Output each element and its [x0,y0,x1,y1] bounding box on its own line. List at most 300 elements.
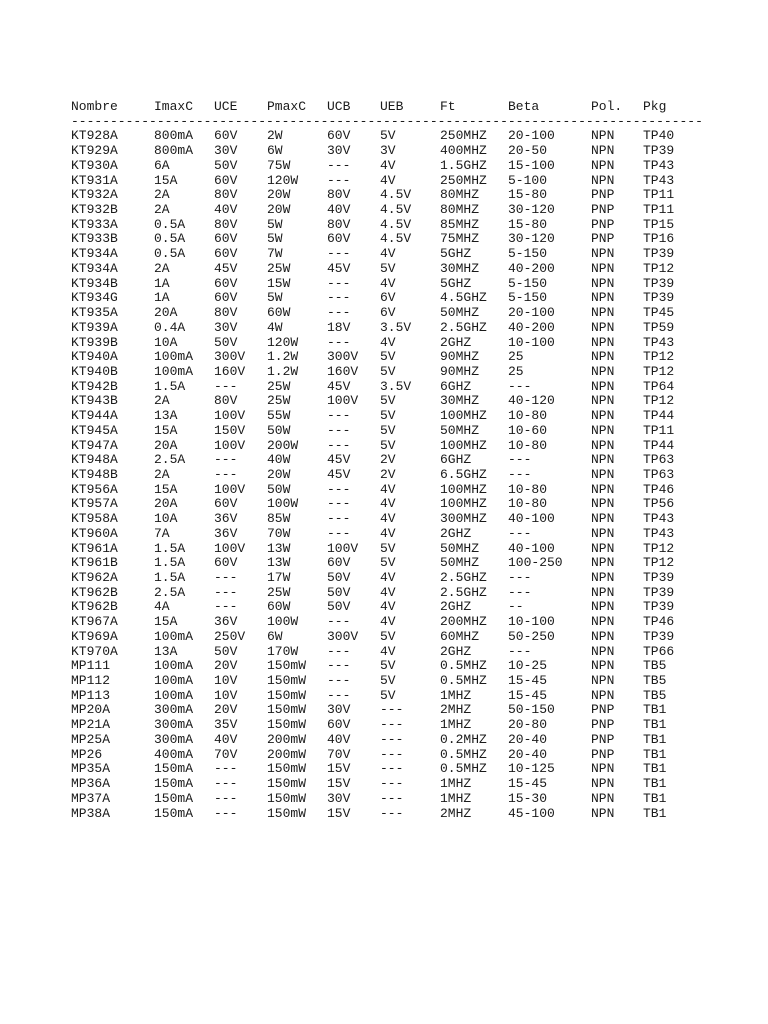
cell-uce: 50V [214,157,238,173]
table-row [71,159,761,174]
cell-ueb: 4.5V [380,231,412,247]
cell-beta: 15-45 [508,687,548,703]
cell-nombre: MP36A [71,776,111,792]
cell-ueb: 4V [380,496,396,512]
table-row [71,733,761,748]
cell-pol: NPN [591,525,615,541]
cell-imaxc: 0.5A [154,216,186,232]
cell-ucb: 50V [327,570,351,585]
cell-pmaxc: 20W [267,202,291,218]
cell-ueb: 5V [380,128,396,144]
cell-ueb: --- [380,731,404,747]
cell-nombre: KT933B [71,231,118,247]
cell-pmaxc: 1.2W [267,363,299,379]
cell-beta: 40-200 [508,260,555,276]
cell-uce: 300V [214,349,246,365]
cell-pol: NPN [591,260,615,276]
cell-pmaxc: 70W [267,525,291,541]
cell-ft: 2.5GHZ [440,319,487,335]
cell-pkg: TP63 [643,466,675,482]
cell-pol: NPN [591,643,615,659]
cell-uce: 36V [214,614,238,630]
cell-pmaxc: 150mW [267,717,307,733]
cell-imaxc: 20A [154,496,178,512]
cell-pkg: TP39 [643,599,675,615]
cell-nombre: KT932B [71,202,118,218]
cell-ueb: 4V [380,511,396,527]
cell-nombre: KT930A [71,157,118,173]
cell-ucb: 15V [327,805,351,821]
cell-ucb: --- [327,275,351,291]
cell-ft: 90MHZ [440,363,480,379]
cell-pkg: TP66 [643,643,675,659]
cell-pmaxc: 200mW [267,731,307,747]
cell-beta: 25 [508,363,524,379]
cell-uce: 36V [214,525,238,541]
cell-pkg: TP11 [643,422,675,438]
cell-uce: 30V [214,143,238,159]
cell-ft: 5GHZ [440,246,472,262]
cell-nombre: KT957A [71,496,118,512]
cell-pol: PNP [591,717,615,733]
table-row [71,527,761,542]
cell-uce: 60V [214,172,238,188]
cell-ucb: --- [327,246,351,262]
cell-imaxc: 100mA [154,363,194,379]
cell-uce: 20V [214,702,238,718]
cell-nombre: KT931A [71,172,118,188]
cell-ucb: 15V [327,761,351,777]
cell-uce: 80V [214,216,238,232]
cell-ft: 0.5MHZ [440,746,487,762]
cell-pmaxc: 6W [267,143,283,159]
cell-pmaxc: 200mW [267,746,307,762]
cell-nombre: KT943B [71,393,118,409]
cell-ft: 400MHZ [440,143,487,159]
cell-ft: 50MHZ [440,422,480,438]
cell-ueb: 6V [380,290,396,306]
table-row [71,188,761,203]
cell-pol: NPN [591,157,615,173]
cell-nombre: MP37A [71,790,111,806]
cell-ucb: --- [327,673,351,689]
cell-ft: 2GHZ [440,599,472,615]
cell-ueb: 5V [380,437,396,453]
cell-beta: 40-200 [508,319,555,335]
cell-pol: NPN [591,334,615,350]
cell-ueb: 5V [380,628,396,644]
cell-ucb: --- [327,511,351,527]
cell-ueb: 2V [380,466,396,482]
cell-ueb: --- [380,746,404,762]
cell-pol: NPN [591,511,615,527]
cell-pkg: TP43 [643,525,675,541]
cell-beta: 10-80 [508,408,548,424]
cell-ft: 90MHZ [440,349,480,365]
cell-ucb: --- [327,525,351,541]
cell-ft: 2GHZ [440,334,472,350]
cell-ft: 0.5MHZ [440,673,487,689]
cell-nombre: KT948B [71,466,118,482]
cell-uce: 100V [214,408,246,424]
cell-beta: 5-150 [508,290,548,306]
cell-imaxc: 13A [154,643,178,659]
cell-pmaxc: 40W [267,452,291,468]
cell-ft: 50MHZ [440,540,480,556]
cell-pol: NPN [591,496,615,512]
cell-ucb: --- [327,157,351,173]
cell-pol: NPN [591,319,615,335]
cell-uce: 60V [214,246,238,262]
cell-imaxc: 6A [154,157,170,173]
table-row [71,232,761,247]
cell-ucb: 160V [327,363,359,379]
cell-pmaxc: 5W [267,290,283,306]
table-row [71,777,761,792]
cell-imaxc: 150mA [154,776,194,792]
cell-ft: 1MHZ [440,687,472,703]
cell-pkg: TP11 [643,187,675,203]
cell-pmaxc: 150mW [267,790,307,806]
table-row [71,556,761,571]
cell-ueb: 4V [380,275,396,291]
cell-nombre: KT961B [71,555,118,571]
cell-imaxc: 2A [154,187,170,203]
cell-imaxc: 7A [154,525,170,541]
cell-ucb: --- [327,614,351,630]
cell-pol: NPN [591,305,615,321]
cell-imaxc: 2A [154,466,170,482]
cell-ft: 5GHZ [440,275,472,291]
cell-imaxc: 100mA [154,658,194,674]
cell-beta: 20-80 [508,717,548,733]
cell-ucb: 40V [327,731,351,747]
cell-ucb: 60V [327,717,351,733]
table-row [71,703,761,718]
cell-pmaxc: 55W [267,408,291,424]
cell-pmaxc: 1.2W [267,349,299,365]
cell-imaxc: 150mA [154,805,194,821]
table-row [71,600,761,615]
cell-pmaxc: 25W [267,260,291,276]
cell-pkg: TP46 [643,481,675,497]
cell-ucb: --- [327,172,351,188]
cell-ueb: --- [380,776,404,792]
cell-ueb: --- [380,790,404,806]
cell-ucb: --- [327,422,351,438]
cell-uce: --- [214,584,238,600]
cell-imaxc: 100mA [154,673,194,689]
cell-ft: 2GHZ [440,643,472,659]
cell-imaxc: 2A [154,202,170,218]
cell-ft: 80MHZ [440,187,480,203]
cell-pkg: TP63 [643,452,675,468]
cell-beta: 40-100 [508,511,555,527]
cell-ft: 50MHZ [440,555,480,571]
cell-ueb: 4V [380,570,396,585]
cell-beta: 20-40 [508,746,548,762]
cell-pmaxc: 100W [267,496,299,512]
cell-beta: 30-120 [508,231,555,247]
cell-imaxc: 100mA [154,628,194,644]
cell-pmaxc: 6W [267,628,283,644]
cell-pkg: TP39 [643,290,675,306]
cell-imaxc: 4A [154,599,170,615]
cell-pol: NPN [591,378,615,394]
cell-ucb: --- [327,290,351,306]
cell-nombre: MP35A [71,761,111,777]
header-imaxc: ImaxC [154,99,194,114]
cell-pol: NPN [591,275,615,291]
cell-nombre: KT928A [71,128,118,144]
cell-uce: 100V [214,540,246,556]
cell-nombre: MP111 [71,658,111,674]
cell-ucb: 60V [327,128,351,144]
cell-nombre: KT967A [71,614,118,630]
cell-ucb: 60V [327,231,351,247]
cell-pkg: TP12 [643,540,675,556]
cell-pol: NPN [591,290,615,306]
cell-ucb: 100V [327,393,359,409]
cell-ft: 100MHZ [440,408,487,424]
cell-nombre: KT934B [71,275,118,291]
cell-pkg: TB5 [643,658,667,674]
cell-uce: 60V [214,231,238,247]
cell-pkg: TB1 [643,702,667,718]
cell-pkg: TP15 [643,216,675,232]
cell-ueb: --- [380,717,404,733]
cell-ft: 250MHZ [440,128,487,144]
header-beta: Beta [508,99,540,114]
cell-ft: 2.5GHZ [440,570,487,585]
cell-pkg: TP39 [643,246,675,262]
cell-ucb: 50V [327,599,351,615]
cell-pmaxc: 20W [267,466,291,482]
cell-beta: --- [508,584,532,600]
cell-beta: 40-120 [508,393,555,409]
cell-pkg: TP43 [643,334,675,350]
cell-pol: NPN [591,555,615,571]
cell-pmaxc: 200W [267,437,299,453]
cell-pol: NPN [591,143,615,159]
cell-pol: NPN [591,452,615,468]
cell-pmaxc: 5W [267,231,283,247]
cell-uce: 40V [214,731,238,747]
header-pmaxc: PmaxC [267,99,307,114]
table-row [71,365,761,380]
cell-ueb: 4V [380,334,396,350]
cell-uce: 100V [214,481,246,497]
cell-uce: 60V [214,275,238,291]
cell-pmaxc: 20W [267,187,291,203]
cell-pmaxc: 13W [267,540,291,556]
cell-pol: NPN [591,761,615,777]
cell-pol: NPN [591,246,615,262]
cell-imaxc: 1.5A [154,378,186,394]
cell-pmaxc: 120W [267,334,299,350]
cell-pmaxc: 25W [267,393,291,409]
cell-pkg: TB1 [643,746,667,762]
cell-ueb: 4.5V [380,216,412,232]
cell-ucb: 50V [327,584,351,600]
cell-pol: PNP [591,731,615,747]
cell-nombre: KT939A [71,319,118,335]
cell-nombre: MP38A [71,805,111,821]
cell-ft: 85MHZ [440,216,480,232]
cell-ueb: 2V [380,452,396,468]
cell-ucb: 45V [327,452,351,468]
cell-beta: 25 [508,349,524,365]
cell-pmaxc: 7W [267,246,283,262]
cell-imaxc: 13A [154,408,178,424]
cell-nombre: KT934A [71,246,118,262]
header-uce: UCE [214,99,238,114]
table-row [71,144,761,159]
cell-pol: PNP [591,202,615,218]
cell-uce: --- [214,776,238,792]
cell-pkg: TP40 [643,128,675,144]
cell-beta: 45-100 [508,805,555,821]
table-row [71,615,761,630]
cell-ucb: 100V [327,540,359,556]
cell-pmaxc: 100W [267,614,299,630]
cell-nombre: MP26 [71,746,103,762]
header-pkg: Pkg [643,99,667,114]
cell-nombre: KT945A [71,422,118,438]
cell-ucb: 30V [327,790,351,806]
table-row [71,277,761,292]
cell-pkg: TP39 [643,143,675,159]
cell-nombre: KT940B [71,363,118,379]
cell-ft: 50MHZ [440,305,480,321]
cell-uce: --- [214,466,238,482]
cell-imaxc: 2.5A [154,584,186,600]
cell-uce: 10V [214,687,238,703]
cell-pol: NPN [591,172,615,188]
cell-imaxc: 2A [154,393,170,409]
cell-pkg: TB1 [643,776,667,792]
table-row [71,380,761,395]
cell-pkg: TP39 [643,584,675,600]
cell-ucb: --- [327,496,351,512]
cell-pol: NPN [591,673,615,689]
table-row [71,218,761,233]
cell-beta: 10-80 [508,437,548,453]
table-row [71,807,761,822]
cell-nombre: KT933A [71,216,118,232]
cell-uce: 50V [214,643,238,659]
cell-beta: 10-80 [508,496,548,512]
cell-ucb: --- [327,408,351,424]
cell-imaxc: 15A [154,422,178,438]
cell-ueb: 3.5V [380,378,412,394]
cell-nombre: KT940A [71,349,118,365]
cell-ueb: 5V [380,393,396,409]
cell-pmaxc: 2W [267,128,283,144]
cell-imaxc: 15A [154,481,178,497]
cell-nombre: MP25A [71,731,111,747]
cell-ft: 75MHZ [440,231,480,247]
cell-pol: NPN [591,393,615,409]
cell-imaxc: 1A [154,290,170,306]
cell-ueb: 5V [380,422,396,438]
cell-pkg: TP12 [643,393,675,409]
cell-nombre: KT939B [71,334,118,350]
cell-imaxc: 100mA [154,349,194,365]
cell-imaxc: 1.5A [154,570,186,585]
cell-ueb: 3V [380,143,396,159]
cell-beta: -- [508,599,524,615]
cell-beta: 100-250 [508,555,563,571]
cell-pol: PNP [591,746,615,762]
cell-ft: 1MHZ [440,717,472,733]
header-nombre: Nombre [71,99,118,114]
cell-pmaxc: 60W [267,599,291,615]
cell-ucb: 30V [327,702,351,718]
cell-pkg: TP56 [643,496,675,512]
cell-imaxc: 150mA [154,790,194,806]
table-row [71,748,761,763]
cell-uce: 60V [214,290,238,306]
header-ucb: UCB [327,99,351,114]
cell-uce: --- [214,570,238,585]
cell-pol: NPN [591,363,615,379]
cell-pkg: TP43 [643,172,675,188]
cell-uce: 10V [214,673,238,689]
cell-ucb: 18V [327,319,351,335]
cell-beta: 10-100 [508,334,555,350]
cell-beta: 10-60 [508,422,548,438]
cell-ft: 100MHZ [440,437,487,453]
cell-beta: 15-45 [508,776,548,792]
cell-ucb: 70V [327,746,351,762]
cell-ueb: 5V [380,363,396,379]
cell-uce: --- [214,599,238,615]
cell-pkg: TP12 [643,349,675,365]
cell-uce: 250V [214,628,246,644]
cell-pol: NPN [591,437,615,453]
cell-nombre: KT961A [71,540,118,556]
cell-nombre: KT932A [71,187,118,203]
cell-uce: 80V [214,393,238,409]
cell-pkg: TB5 [643,687,667,703]
cell-ft: 200MHZ [440,614,487,630]
table-row [71,645,761,660]
cell-pol: NPN [591,540,615,556]
cell-ucb: 45V [327,260,351,276]
cell-uce: 30V [214,319,238,335]
cell-nombre: KT944A [71,408,118,424]
cell-ueb: 6V [380,305,396,321]
cell-pkg: TP39 [643,275,675,291]
cell-pkg: TP12 [643,363,675,379]
cell-beta: 10-125 [508,761,555,777]
cell-uce: 60V [214,128,238,144]
cell-pkg: TB1 [643,761,667,777]
cell-uce: 50V [214,334,238,350]
cell-uce: 80V [214,187,238,203]
cell-uce: 150V [214,422,246,438]
cell-beta: 15-100 [508,157,555,173]
cell-ucb: --- [327,481,351,497]
cell-pmaxc: 150mW [267,658,307,674]
cell-pol: NPN [591,599,615,615]
cell-beta: 30-120 [508,202,555,218]
cell-ueb: 5V [380,540,396,556]
cell-ucb: --- [327,305,351,321]
cell-pol: NPN [591,628,615,644]
cell-beta: 15-80 [508,216,548,232]
